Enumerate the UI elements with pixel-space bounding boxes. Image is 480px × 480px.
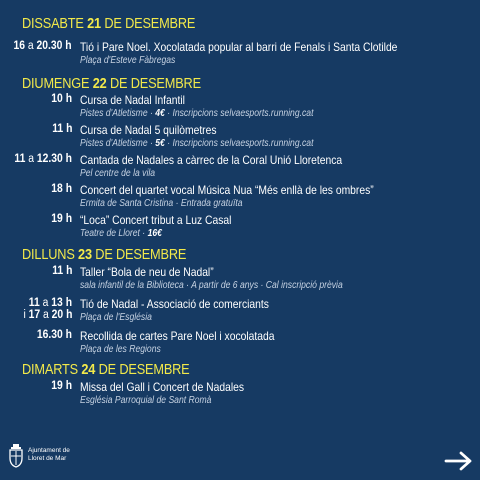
arrow-right-icon[interactable] bbox=[444, 450, 474, 472]
event-title: Recollida de cartes Pare Noel i xocolatada bbox=[80, 329, 275, 343]
event-location: Plaça d'Esteve Fàbregas bbox=[80, 55, 176, 66]
event-time: 11 h bbox=[51, 265, 72, 277]
event-title: Tió i Pare Noel. Xocolatada popular al barri de Fenals i Santa Clotilde bbox=[80, 40, 398, 54]
event-time: 18 h bbox=[51, 183, 72, 195]
day-heading-diumenge: DIUMENGE 22 DE DESEMBRE bbox=[22, 76, 201, 92]
event-time: 19 h bbox=[51, 380, 72, 392]
event-time: 11 a 13 h bbox=[28, 297, 72, 309]
ajuntament-logo bbox=[8, 444, 78, 470]
event-location: Ermita de Santa Cristina · Entrada gratuïta bbox=[80, 198, 243, 209]
event-location: Teatre de Lloret · 16€ bbox=[80, 228, 162, 239]
event-location: Plaça de l'Església bbox=[80, 312, 152, 323]
event-title: Cursa de Nadal 5 quilòmetres bbox=[80, 123, 217, 137]
day-heading-dissabte: DISSABTE 21 DE DESEMBRE bbox=[22, 16, 196, 32]
day-heading-dimarts: DIMARTS 24 DE DESEMBRE bbox=[22, 362, 190, 378]
event-location: Pistes d'Atletisme · 5€ · Inscripcions selvaesports.running.cat bbox=[80, 138, 314, 149]
event-title: Concert del quartet vocal Música Nua “Més enllà de les ombres” bbox=[80, 183, 374, 197]
event-title: Tió de Nadal - Associació de comerciants bbox=[80, 297, 269, 311]
event-title: Cursa de Nadal Infantil bbox=[80, 93, 185, 107]
event-time: 16 a 20.30 h bbox=[13, 40, 72, 52]
coat-of-arms-icon bbox=[8, 444, 24, 468]
event-title: Taller “Bola de neu de Nadal” bbox=[80, 265, 214, 279]
event-time: 11 h bbox=[51, 123, 72, 135]
event-time: 16.30 h bbox=[36, 329, 72, 341]
event-title: “Loca” Concert tribut a Luz Casal bbox=[80, 213, 232, 227]
day-heading-dilluns: DILLUNS 23 DE DESEMBRE bbox=[22, 247, 187, 263]
event-location: Plaça de les Regions bbox=[80, 344, 161, 355]
event-location: Pistes d'Atletisme · 4€ · Inscripcions selvaesports.running.cat bbox=[80, 108, 314, 119]
event-time: 19 h bbox=[51, 213, 72, 225]
event-location: Església Parroquial de Sant Romà bbox=[80, 395, 212, 406]
logo-line-2: Lloret de Mar bbox=[28, 455, 67, 462]
event-location: Pel centre de la vila bbox=[80, 168, 156, 179]
event-location: sala infantil de la Biblioteca · A partir de 6 anys · Cal inscripció prèvia bbox=[80, 280, 343, 291]
event-title: Missa del Gall i Concert de Nadales bbox=[80, 380, 245, 394]
event-title: Cantada de Nadales a càrrec de la Coral Unió Lloretenca bbox=[80, 153, 343, 167]
logo-line-1: Ajuntament de bbox=[28, 447, 70, 454]
event-time: 10 h bbox=[51, 93, 72, 105]
event-time: 11 a 12.30 h bbox=[14, 153, 72, 165]
event-time-second: i 17 a 20 h bbox=[23, 309, 72, 321]
